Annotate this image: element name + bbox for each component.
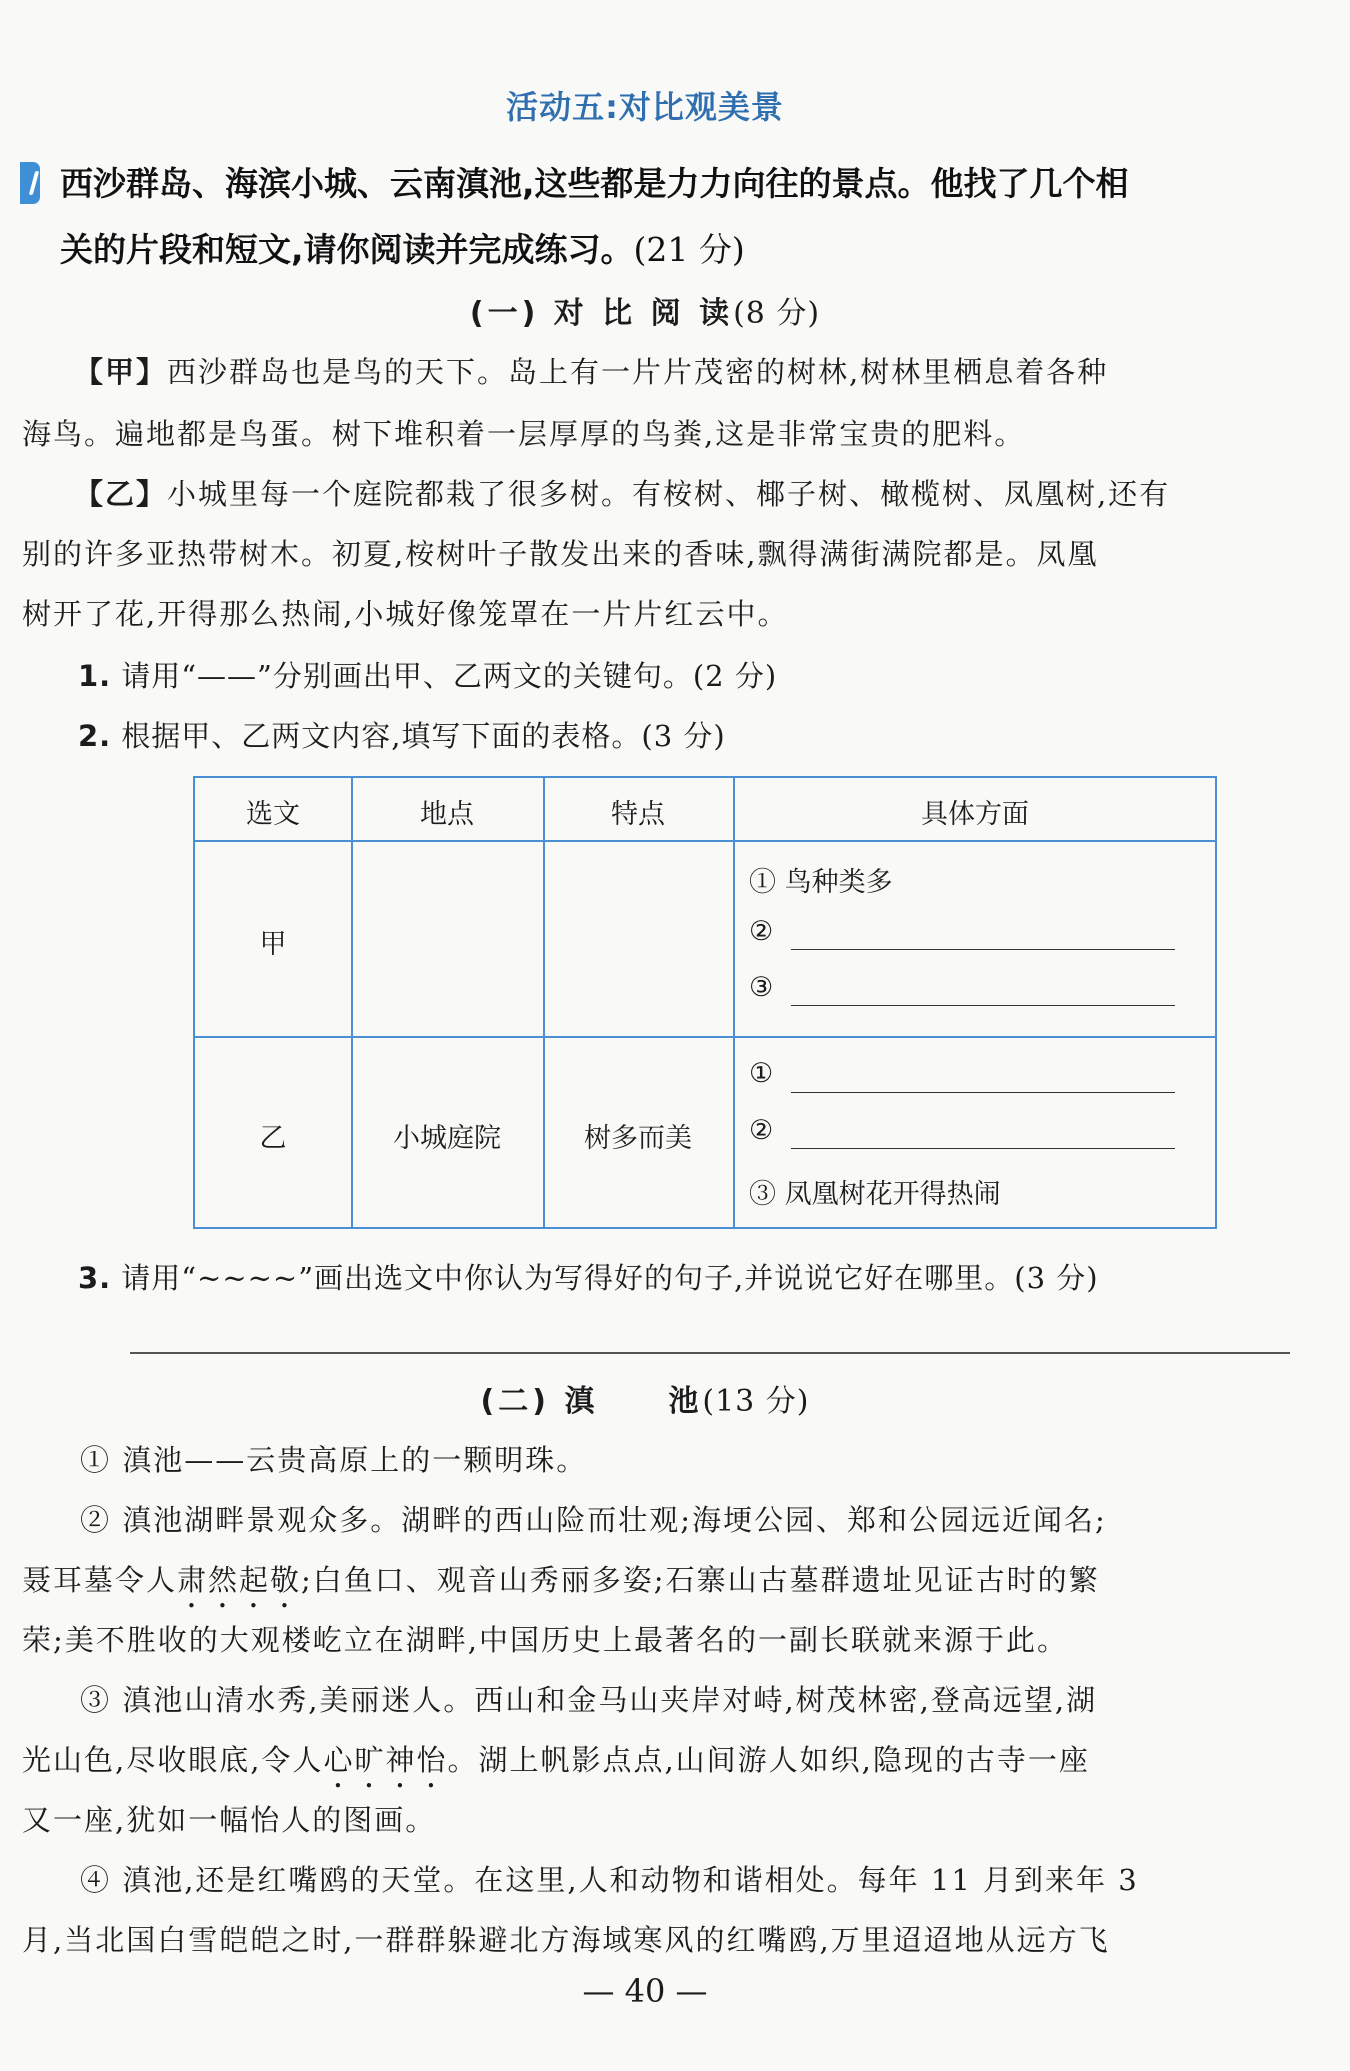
row-yi-place: 小城庭院: [393, 1123, 501, 1154]
row-yi-blank-2[interactable]: [791, 1148, 1175, 1149]
row-jia-text: 甲: [259, 929, 287, 960]
intro-line-2-text: 关的片段和短文,请你阅读并完成练习。: [60, 230, 634, 269]
yi-label: 【乙】: [74, 477, 168, 511]
part2-para-3-line-2a: 光山色,尽收眼底,令人: [22, 1743, 324, 1777]
question-3-text: 请用“~~~~”画出选文中你认为写得好的句子,并说说它好在哪里。(3 分): [121, 1261, 1099, 1295]
jia-label: 【甲】: [74, 355, 168, 389]
part2-para-4-line-2: 月,当北国白雪皑皑之时,一群群躲避北方海域寒风的红嘴鸥,万里迢迢地从远方飞: [22, 1923, 1110, 1957]
part2-para-3-line-3: 又一座,犹如一幅怡人的图画。: [22, 1803, 437, 1837]
row-yi-item-3: ③ 凤凰树花开得热闹: [749, 1179, 1001, 1210]
question-2: [78, 714, 726, 755]
emphasized-phrase: 肃然起敬: [177, 1563, 302, 1597]
question-1-text: 请用“——”分别画出甲、乙两文的关键句。(2 分): [121, 659, 778, 693]
jia-line-2: 海鸟。遍地都是鸟蛋。树下堆积着一层厚厚的鸟粪,这是非常宝贵的肥料。: [22, 417, 1026, 451]
part2-para-2-line-2a: 聂耳墓令人: [22, 1563, 178, 1597]
row-yi-feature: 树多而美: [584, 1123, 692, 1154]
part2-para-3-line-2b: 。湖上帆影点点,山间游人如织,隐现的古寺一座: [447, 1743, 1090, 1777]
jia-line-1: [74, 350, 1108, 391]
part2-para-2-line-1: ② 滇池湖畔景观众多。湖畔的西山险而壮观;海埂公园、郑和公园远近闻名;: [80, 1503, 1107, 1537]
part1-score: (8 分): [733, 296, 821, 331]
jia-line-1-text: 西沙群岛也是鸟的天下。岛上有一片片茂密的树林,树林里栖息着各种: [167, 355, 1109, 389]
yi-line-1-text: 小城里每一个庭院都栽了很多树。有桉树、椰子树、橄榄树、凤凰树,还有: [167, 477, 1171, 511]
row-jia-blank-2[interactable]: [791, 949, 1175, 950]
yi-line-1: [74, 472, 1170, 513]
row-jia-blank-3[interactable]: [791, 1005, 1175, 1006]
part2-heading-text: (二) 滇: [480, 1384, 599, 1419]
part1-heading-text: (一) 对 比 阅 读: [469, 296, 734, 331]
part2-para-2-line-3: 荣;美不胜收的大观楼屹立在湖畔,中国历史上最著名的一副长联就来源于此。: [22, 1623, 1068, 1657]
table-col-divider: [733, 778, 735, 1227]
table-col-divider: [351, 778, 353, 1227]
table-header-feature: 特点: [611, 799, 665, 830]
intro-score: (21 分): [633, 230, 745, 269]
question-1-num: 1.: [78, 659, 112, 693]
part1-heading: [0, 288, 1290, 332]
row-yi-item-1: ①: [749, 1058, 774, 1089]
question-1: [78, 654, 777, 695]
row-yi-item-2: ②: [749, 1115, 774, 1146]
part2-score: (13 分): [702, 1384, 810, 1419]
row-yi-blank-1[interactable]: [791, 1092, 1175, 1093]
yi-line-3: 树开了花,开得那么热闹,小城好像笼罩在一片片红云中。: [22, 597, 789, 631]
table-col-divider: [543, 778, 545, 1227]
table-row-divider: [195, 1036, 1215, 1038]
part2-para-2-line-2b: ;白鱼口、观音山秀丽多姿;石寨山古墓群遗址见证古时的繁: [301, 1563, 1100, 1597]
question-2-num: 2.: [78, 719, 112, 753]
table-header-text: 选文: [246, 799, 300, 830]
question-3: [78, 1256, 1099, 1297]
page-number: — 40 —: [582, 1972, 708, 2010]
row-jia-item-3: ③: [749, 972, 774, 1003]
part2-heading: [0, 1376, 1290, 1420]
table-header-place: 地点: [420, 799, 474, 830]
row-jia-item-2: ②: [749, 916, 774, 947]
question-3-num: 3.: [78, 1261, 112, 1295]
part2-para-1: ① 滇池——云贵高原上的一颗明珠。: [80, 1443, 588, 1477]
part2-para-3-line-1: ③ 滇池山清水秀,美丽迷人。西山和金马山夹岸对峙,树茂林密,登高远望,湖: [80, 1683, 1098, 1717]
yi-line-2: 别的许多亚热带树木。初夏,桉树叶子散发出来的香味,飘得满街满院都是。凤凰: [22, 537, 1099, 571]
question-2-text: 根据甲、乙两文内容,填写下面的表格。(3 分): [121, 719, 726, 753]
part2-heading-text-2: 池: [668, 1384, 703, 1419]
part2-para-3-line-2: [22, 1738, 1090, 1795]
table-row-divider: [195, 840, 1215, 842]
table-header-aspects: 具体方面: [921, 799, 1029, 830]
activity-title: 活动五:对比观美景: [506, 88, 784, 126]
part2-para-4-line-1: ④ 滇池,还是红嘴鸥的天堂。在这里,人和动物和谐相处。每年 11 月到来年 3: [80, 1863, 1139, 1897]
answer-line[interactable]: [130, 1352, 1290, 1354]
answer-table: [193, 776, 1217, 1229]
part2-para-2-line-2: [22, 1558, 1100, 1615]
intro-line-1: 西沙群岛、海滨小城、云南滇池,这些都是力力向往的景点。他找了几个相: [60, 164, 1129, 203]
row-jia-item-1: ① 鸟种类多: [749, 867, 893, 898]
emphasized-phrase: 心旷神怡: [323, 1743, 448, 1777]
intro-line-2: [60, 224, 745, 271]
row-yi-text: 乙: [259, 1123, 287, 1154]
question-marker-icon: [20, 162, 40, 204]
